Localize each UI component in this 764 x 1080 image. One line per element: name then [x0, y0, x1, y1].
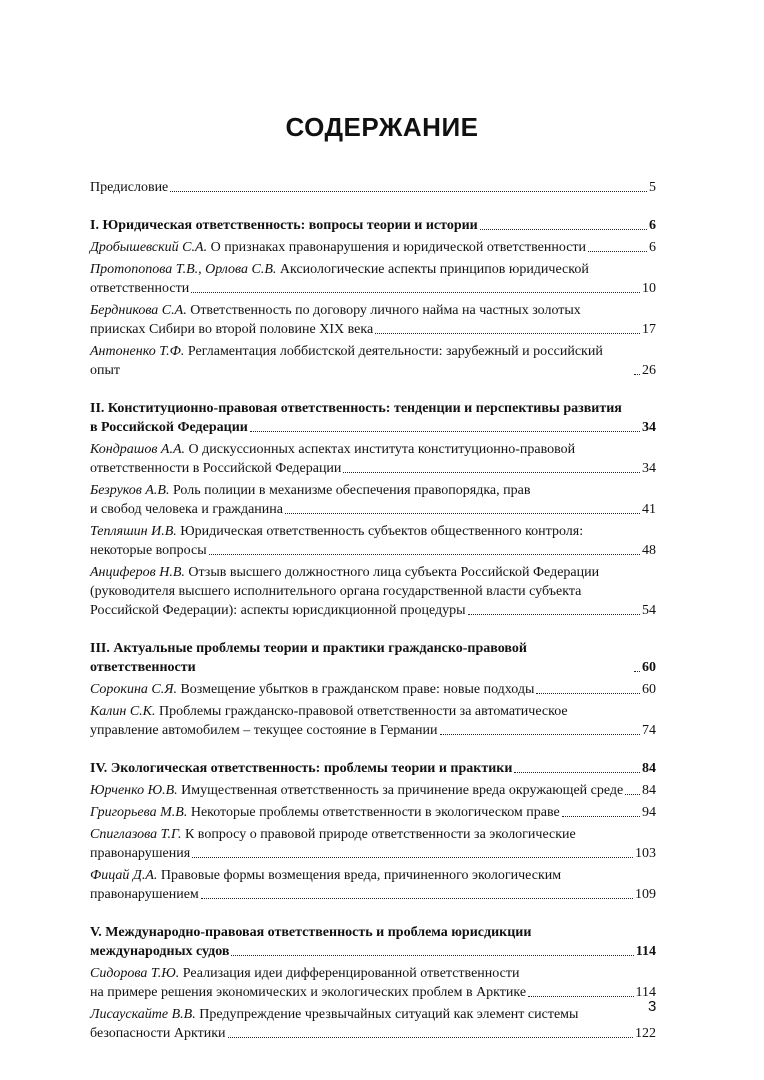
entry-title-line: правонарушения [90, 846, 191, 861]
entry-page: 94 [642, 805, 656, 820]
entry-row [90, 238, 656, 257]
entry-title-line: Проблемы гражданско-правовой ответственности за автоматическое [158, 704, 568, 719]
entry-text [90, 541, 207, 560]
entry-text [90, 459, 341, 478]
leader-dots [201, 897, 633, 899]
entry-row [90, 680, 656, 699]
entry-row [90, 342, 656, 380]
entry-line [90, 481, 656, 500]
entry-line [90, 260, 656, 279]
entry-title-line: Российской Федерации): аспекты юрисдикционной процедуры [90, 603, 466, 618]
leader-dots [250, 430, 640, 432]
section-title-line: I. Юридическая ответственность: вопросы теории и истории [90, 218, 478, 233]
section-title-text [90, 216, 478, 235]
entry-title-line: приисках Сибири во второй половине XIX века [90, 322, 374, 337]
entry-title-line: Предупреждение чрезвычайных ситуаций как элемент системы [199, 1007, 579, 1022]
entry-text [90, 885, 199, 904]
table-of-contents [90, 178, 656, 1043]
entry-author: Анциферов Н.В. [90, 565, 185, 580]
section-title-row [90, 759, 656, 778]
entry-page: 6 [649, 240, 656, 255]
entry-line [90, 702, 656, 721]
entry-author: Фицай Д.А. [90, 868, 158, 883]
entry-row [90, 803, 656, 822]
entry-line [90, 1005, 656, 1024]
section-page: 114 [635, 944, 656, 959]
entry-row [90, 983, 656, 1002]
entry-text [90, 721, 438, 740]
entry-title-line: Роль полиции в механизме обеспечения правопорядка, прав [172, 483, 531, 498]
preface-label: Предисловие [90, 180, 169, 195]
entry-line [90, 866, 656, 885]
entry-author: Дробышевский С.А. [90, 240, 208, 255]
entry-title-line: Ответственность по договору личного найма на частных золотых [190, 303, 581, 318]
entry-page: 41 [642, 502, 656, 517]
section-page: 60 [642, 660, 656, 675]
entry-title-line: О дискуссионных аспектах института конституционно-правовой [188, 442, 576, 457]
leader-dots [440, 733, 640, 735]
section-title-line: II. Конституционно-правовая ответственность: тенденции и перспективы развития [90, 401, 622, 416]
entry-page: 122 [635, 1026, 656, 1041]
entry-title-line: Правовые формы возмещения вреда, причиненного экологическим [160, 868, 562, 883]
section-title-line: III. Актуальные проблемы теории и практики гражданско-правовой ответственности [90, 641, 527, 675]
toc-entry[interactable] [90, 1005, 656, 1043]
section-title-row [90, 923, 656, 942]
entry-author: Протопопова Т.В., Орлова С.В. [90, 262, 277, 277]
entry-title-line: ответственности в Российской Федерации [90, 461, 342, 476]
toc-entry[interactable] [90, 301, 656, 339]
entry-row [90, 459, 656, 478]
entry-line [90, 825, 656, 844]
toc-entry[interactable] [90, 964, 656, 1002]
entry-author: Сорокина С.Я. [90, 682, 177, 697]
section-spacer [90, 904, 656, 923]
entry-author: Антоненко Т.Ф. [90, 344, 185, 359]
entry-page: 34 [642, 461, 656, 476]
toc-entry[interactable] [90, 238, 656, 257]
entry-author: Кондрашов А.А. [90, 442, 186, 457]
section-page: 84 [642, 761, 656, 776]
entry-title-line: правонарушением [90, 887, 199, 902]
section-title-line: международных судов [90, 944, 230, 959]
entry-row [90, 844, 656, 863]
entry-page: 103 [635, 846, 656, 861]
entry-author: Тепляшин И.В. [90, 524, 177, 539]
entry-author: Безруков А.В. [90, 483, 170, 498]
entry-row [90, 1024, 656, 1043]
entry-row [90, 541, 656, 560]
leader-dots [209, 553, 640, 555]
entry-row [90, 885, 656, 904]
entry-author: Лисаускайте В.В. [90, 1007, 196, 1022]
entry-text [90, 320, 373, 339]
entry-line [90, 964, 656, 983]
entry-page: 60 [642, 682, 656, 697]
entry-author: Григорьева М.В. [90, 805, 188, 820]
entry-row [90, 320, 656, 339]
leader-dots [285, 512, 640, 514]
entry-page: 109 [635, 887, 656, 902]
leader-dots [343, 471, 640, 473]
entry-page: 48 [642, 543, 656, 558]
entry-text [90, 844, 190, 863]
entry-text [90, 500, 283, 519]
entry-page: 10 [642, 281, 656, 296]
entry-title-line: на примере решения экономических и экологических проблем в Арктике [90, 985, 527, 1000]
section-spacer [90, 740, 656, 759]
entry-text [90, 803, 560, 822]
section-title-row [90, 942, 656, 961]
entry-title-line: Реализация идеи дифференцированной ответственности [182, 966, 520, 981]
section-page: 34 [642, 420, 656, 435]
leader-dots [375, 332, 640, 334]
entry-page: 54 [642, 603, 656, 618]
entry-row [90, 781, 656, 800]
section-spacer [90, 620, 656, 639]
entry-page: 74 [642, 723, 656, 738]
entry-title-line: ответственности [90, 281, 190, 296]
entry-page: 26 [642, 363, 656, 378]
entry-row [90, 279, 656, 298]
entry-title-line: О признаках правонарушения и юридической ответственности [210, 240, 587, 255]
section-title-row [90, 418, 656, 437]
entry-text [90, 238, 586, 257]
preface-page: 5 [649, 180, 656, 195]
section-title-line: в Российской Федерации [90, 420, 248, 435]
leader-dots [634, 373, 640, 375]
toc-entry[interactable] [90, 342, 656, 380]
leader-dots [625, 793, 640, 795]
entry-text [90, 601, 466, 620]
section-title-line: V. Международно-правовая ответственность и проблема юрисдикции [90, 925, 532, 940]
entry-title-line: некоторые вопросы [90, 543, 207, 558]
section-spacer [90, 197, 656, 216]
leader-dots [536, 692, 640, 694]
leader-dots [191, 291, 640, 293]
toc-entry[interactable] [90, 440, 656, 478]
entry-row [90, 721, 656, 740]
entry-title-line: Юридическая ответственность субъектов общественного контроля: [180, 524, 584, 539]
entry-title-line: управление автомобилем – текущее состояние в Германии [90, 723, 438, 738]
section-title-text [90, 759, 512, 778]
entry-text [90, 1024, 226, 1043]
entry-row [90, 500, 656, 519]
toc-preface[interactable] [90, 178, 656, 197]
toc-entry[interactable] [90, 781, 656, 800]
section-page: 6 [649, 218, 656, 233]
toc-section-heading[interactable] [90, 759, 656, 778]
leader-dots [231, 954, 633, 956]
toc-entry[interactable] [90, 680, 656, 699]
entry-title-line: Имущественная ответственность за причинение вреда окружающей среде [181, 783, 624, 798]
toc-entry[interactable] [90, 866, 656, 904]
entry-title-line: Некоторые проблемы ответственности в экологическом праве [190, 805, 560, 820]
page-title: СОДЕРЖАНИЕ [285, 112, 479, 142]
leader-dots [528, 995, 633, 997]
toc-section-heading[interactable] [90, 216, 656, 235]
entry-author: Сидорова Т.Ю. [90, 966, 180, 981]
entry-text [90, 279, 189, 298]
toc-entry[interactable] [90, 702, 656, 740]
entry-title-line: (руководителя высшего исполнительного органа государственной власти субъекта [90, 584, 582, 599]
leader-dots [170, 190, 647, 192]
entry-text [90, 342, 632, 380]
toc-entry[interactable] [90, 803, 656, 822]
leader-dots [562, 815, 640, 817]
toc-entry[interactable] [90, 481, 656, 519]
entry-page: 17 [642, 322, 656, 337]
section-title-text [90, 418, 248, 437]
toc-entry[interactable] [90, 825, 656, 863]
leader-dots [468, 613, 640, 615]
entry-author: Калин С.К. [90, 704, 156, 719]
entry-text [90, 983, 526, 1002]
entry-title-line: Возмещение убытков в гражданском праве: новые подходы [180, 682, 535, 697]
entry-author: Юрченко Ю.В. [90, 783, 178, 798]
leader-dots [514, 771, 640, 773]
toc-section-heading[interactable] [90, 923, 656, 961]
entry-title-line: Регламентация лоббистской деятельности: зарубежный и российский опыт [90, 344, 603, 378]
section-title-text [90, 639, 632, 677]
entry-title-line: безопасности Арктики [90, 1026, 226, 1041]
toc-entry[interactable] [90, 260, 656, 298]
toc-entry[interactable] [90, 522, 656, 560]
leader-dots [192, 856, 633, 858]
entry-author: Бердникова С.А. [90, 303, 187, 318]
entry-row [90, 601, 656, 620]
leader-dots [228, 1036, 634, 1038]
leader-dots [588, 250, 647, 252]
entry-line [90, 582, 656, 601]
entry-title-line: и свобод человека и гражданина [90, 502, 283, 517]
entry-line [90, 301, 656, 320]
leader-dots [480, 228, 647, 230]
entry-text [90, 781, 623, 800]
toc-section-heading[interactable] [90, 399, 656, 437]
entry-line [90, 522, 656, 541]
section-title-row [90, 216, 656, 235]
leader-dots [634, 670, 640, 672]
entry-page: 84 [642, 783, 656, 798]
toc-entry[interactable] [90, 563, 656, 620]
entry-title-line: К вопросу о правовой природе ответственности за экологические [184, 827, 576, 842]
section-title-text [90, 942, 229, 961]
entry-author: Спиглазова Т.Г. [90, 827, 182, 842]
entry-line [90, 440, 656, 459]
page-number: 3 [648, 998, 657, 1015]
section-spacer [90, 380, 656, 399]
entry-page: 114 [635, 985, 656, 1000]
entry-title-line: Аксиологические аспекты принципов юридической [279, 262, 589, 277]
toc-section-heading[interactable] [90, 639, 656, 677]
entry-title-line: Отзыв высшего должностного лица субъекта Российской Федерации [188, 565, 600, 580]
entry-text [90, 680, 534, 699]
entry-line [90, 563, 656, 582]
section-title-row [90, 399, 656, 418]
section-title-row [90, 639, 656, 677]
section-title-line: IV. Экологическая ответственность: проблемы теории и практики [90, 761, 513, 776]
